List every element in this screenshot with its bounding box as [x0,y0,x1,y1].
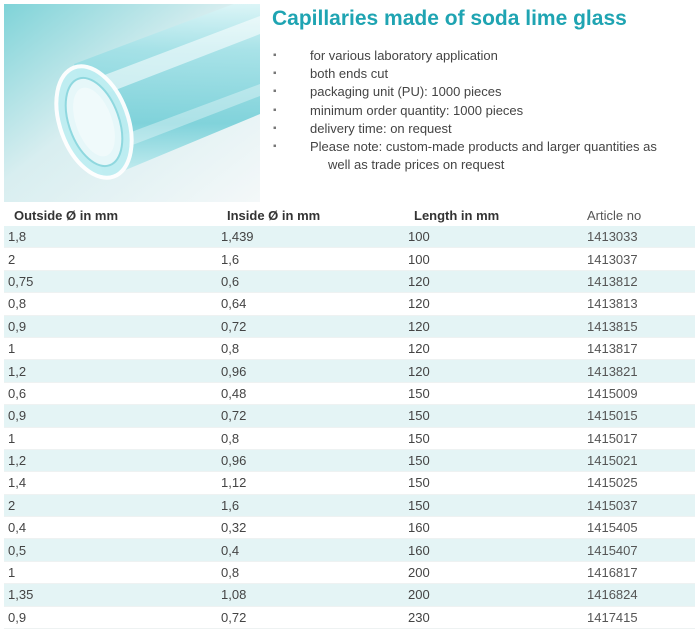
cell-article-no: 1415017 [577,427,695,449]
table-row [4,337,695,359]
table-row [4,270,695,292]
table-row [4,405,695,427]
cell-inside-diameter: 0,8 [217,337,404,359]
cell-outside-diameter: 1 [4,427,217,449]
cell-outside-diameter: 1,2 [4,360,217,382]
table-row [4,517,695,539]
cell-inside-diameter: 0,64 [217,293,404,315]
cell-inside-diameter: 0,8 [217,427,404,449]
table-row [4,248,695,270]
cell-inside-diameter: 0,48 [217,382,404,404]
cell-outside-diameter: 0,6 [4,382,217,404]
cell-length: 200 [404,561,577,583]
feature-item: ▪ for various laboratory application [268,47,696,65]
cell-outside-diameter: 0,5 [4,539,217,561]
cell-outside-diameter: 2 [4,248,217,270]
cell-article-no: 1415021 [577,449,695,471]
cell-outside-diameter: 1,2 [4,449,217,471]
header-outside-diameter: Outside Ø in mm [14,208,119,223]
cell-article-no: 1413813 [577,293,695,315]
table-row [4,360,695,382]
cell-length: 160 [404,517,577,539]
cell-outside-diameter: 2 [4,494,217,516]
cell-outside-diameter: 0,9 [4,405,217,427]
cell-article-no: 1413812 [577,270,695,292]
cell-length: 100 [404,226,577,248]
table-row [4,561,695,583]
cell-inside-diameter: 1,08 [217,584,404,606]
cell-length: 150 [404,382,577,404]
glass-tube-icon [4,4,260,202]
product-image [4,4,260,202]
header-article-no: Article no [587,208,642,223]
cell-outside-diameter: 1 [4,561,217,583]
cell-article-no: 1417415 [577,606,695,628]
cell-inside-diameter: 0,32 [217,517,404,539]
cell-inside-diameter: 0,72 [217,315,404,337]
table-row [4,315,695,337]
cell-outside-diameter: 1,35 [4,584,217,606]
cell-length: 120 [404,337,577,359]
table-row [4,293,695,315]
table-row [4,226,695,248]
cell-length: 150 [404,449,577,471]
cell-length: 120 [404,293,577,315]
cell-outside-diameter: 1,8 [4,226,217,248]
cell-article-no: 1413033 [577,226,695,248]
cell-length: 120 [404,360,577,382]
cell-outside-diameter: 1 [4,337,217,359]
table-header-row [4,205,695,226]
cell-length: 150 [404,494,577,516]
cell-length: 160 [404,539,577,561]
cell-length: 150 [404,427,577,449]
feature-item-note [268,138,696,174]
feature-list [268,47,696,174]
feature-item: ▪ both ends cut [268,65,696,83]
cell-inside-diameter: 1,6 [217,494,404,516]
cell-article-no: 1416817 [577,561,695,583]
cell-outside-diameter: 0,4 [4,517,217,539]
cell-outside-diameter: 0,75 [4,270,217,292]
cell-article-no: 1415405 [577,517,695,539]
product-table [4,205,695,629]
table-body [4,226,695,629]
cell-inside-diameter: 0,96 [217,360,404,382]
cell-article-no: 1416824 [577,584,695,606]
cell-inside-diameter: 0,8 [217,561,404,583]
cell-length: 230 [404,606,577,628]
cell-length: 120 [404,270,577,292]
table-row [4,539,695,561]
cell-inside-diameter: 1,12 [217,472,404,494]
cell-inside-diameter: 0,72 [217,606,404,628]
cell-length: 200 [404,584,577,606]
cell-length: 150 [404,472,577,494]
cell-article-no: 1415037 [577,494,695,516]
table-row [4,427,695,449]
cell-length: 100 [404,248,577,270]
cell-outside-diameter: 0,9 [4,315,217,337]
cell-outside-diameter: 0,8 [4,293,217,315]
header-length: Length in mm [414,208,500,223]
header-inside-diameter: Inside Ø in mm [227,208,321,223]
cell-outside-diameter: 0,9 [4,606,217,628]
note-line-1: ▪ Please note: custom-made products and larger quantities as [310,139,657,155]
cell-article-no: 1415009 [577,382,695,404]
cell-article-no: 1413821 [577,360,695,382]
feature-item: ▪ delivery time: on request [268,120,696,138]
cell-inside-diameter: 1,6 [217,248,404,270]
cell-inside-diameter: 0,72 [217,405,404,427]
cell-article-no: 1415407 [577,539,695,561]
cell-article-no: 1415025 [577,472,695,494]
cell-outside-diameter: 1,4 [4,472,217,494]
table-row [4,606,695,628]
cell-inside-diameter: 1,439 [217,226,404,248]
table-row [4,584,695,606]
table-row [4,449,695,471]
cell-inside-diameter: 0,96 [217,449,404,471]
cell-inside-diameter: 0,6 [217,270,404,292]
feature-item: ▪ minimum order quantity: 1000 pieces [268,102,696,120]
cell-article-no: 1413037 [577,248,695,270]
table-row [4,382,695,404]
page-title: Capillaries made of soda lime glass [272,7,627,30]
cell-length: 150 [404,405,577,427]
note-line-2: well as trade prices on request [328,157,505,173]
table-row [4,472,695,494]
feature-item: ▪ packaging unit (PU): 1000 pieces [268,83,696,101]
cell-article-no: 1413817 [577,337,695,359]
cell-article-no: 1413815 [577,315,695,337]
cell-length: 120 [404,315,577,337]
cell-article-no: 1415015 [577,405,695,427]
cell-inside-diameter: 0,4 [217,539,404,561]
table-row [4,494,695,516]
